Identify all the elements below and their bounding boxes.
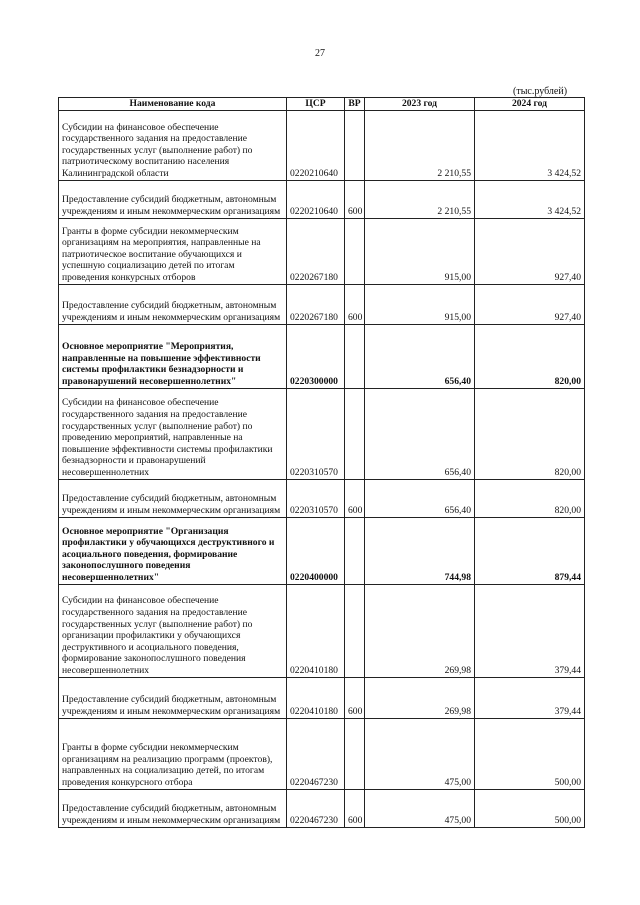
row-csr: 0220467230 <box>287 718 345 789</box>
row-value-2024: 379,44 <box>475 677 585 718</box>
budget-table <box>58 97 585 828</box>
units-label: (тыс.рублей) <box>513 86 568 97</box>
row-value-2023: 656,40 <box>365 388 475 479</box>
row-value-2023: 915,00 <box>365 218 475 284</box>
row-vr <box>345 110 365 180</box>
header-vr: ВР <box>345 98 365 111</box>
row-value-2023: 475,00 <box>365 718 475 789</box>
row-name: Субсидии на финансовое обеспечение государственного задания на предоставление государственных услуг (выполнение работ) по патриотическому воспитанию населения Калининградской области <box>59 110 287 180</box>
row-value-2024: 820,00 <box>475 388 585 479</box>
row-vr: 600 <box>345 677 365 718</box>
row-vr <box>345 324 365 388</box>
header-name: Наименование кода <box>59 98 287 111</box>
row-value-2023: 269,98 <box>365 584 475 677</box>
row-csr: 0220210640 <box>287 180 345 218</box>
row-name: Предоставление субсидий бюджетным, автономным учреждениям и иным некоммерческим организациям <box>59 284 287 324</box>
table-row <box>59 677 585 718</box>
row-name: Субсидии на финансовое обеспечение государственного задания на предоставление государственных услуг (выполнение работ) по организации профилактики у обучающихся деструктивного и асоциального поведения, формирование законопослушного поведения несовершеннолетних <box>59 584 287 677</box>
table-row <box>59 388 585 479</box>
row-name: Гранты в форме субсидии некоммерческим организациям на реализацию программ (проектов), направленных на социализацию детей, по итогам проведения конкурсного отбора <box>59 718 287 789</box>
row-csr: 0220400000 <box>287 517 345 584</box>
row-csr: 0220267180 <box>287 284 345 324</box>
row-csr: 0220410180 <box>287 677 345 718</box>
table-header-row <box>59 98 585 111</box>
row-value-2024: 3 424,52 <box>475 110 585 180</box>
row-csr: 0220410180 <box>287 584 345 677</box>
table-row <box>59 324 585 388</box>
row-vr <box>345 718 365 789</box>
row-name: Субсидии на финансовое обеспечение государственного задания на предоставление государственных услуг (выполнение работ) по проведению мероприятий, направленные на повышение эффективности системы профилактики безнадзорности и правонарушений несовершеннолетних <box>59 388 287 479</box>
row-value-2024: 820,00 <box>475 479 585 517</box>
table-row <box>59 479 585 517</box>
row-value-2024: 927,40 <box>475 284 585 324</box>
row-value-2023: 656,40 <box>365 324 475 388</box>
row-value-2024: 927,40 <box>475 218 585 284</box>
row-value-2024: 820,00 <box>475 324 585 388</box>
row-value-2023: 475,00 <box>365 789 475 827</box>
table-row <box>59 789 585 827</box>
row-csr: 0220467230 <box>287 789 345 827</box>
row-value-2024: 879,44 <box>475 517 585 584</box>
row-vr: 600 <box>345 789 365 827</box>
row-vr <box>345 218 365 284</box>
row-name: Предоставление субсидий бюджетным, автономным учреждениям и иным некоммерческим организациям <box>59 180 287 218</box>
row-vr: 600 <box>345 180 365 218</box>
table-row <box>59 517 585 584</box>
row-vr: 600 <box>345 479 365 517</box>
row-value-2023: 2 210,55 <box>365 110 475 180</box>
row-vr <box>345 517 365 584</box>
table-row <box>59 584 585 677</box>
row-vr: 600 <box>345 284 365 324</box>
row-value-2024: 3 424,52 <box>475 180 585 218</box>
header-year-2023: 2023 год <box>365 98 475 111</box>
row-name: Предоставление субсидий бюджетным, автономным учреждениям и иным некоммерческим организациям <box>59 789 287 827</box>
row-name: Гранты в форме субсидии некоммерческим организациям на мероприятия, направленные на патриотическое воспитание обучающихся и успешную социализацию детей по итогам проведения конкурсных отборов <box>59 218 287 284</box>
header-year-2024: 2024 год <box>475 98 585 111</box>
row-csr: 0220310570 <box>287 479 345 517</box>
row-value-2023: 269,98 <box>365 677 475 718</box>
row-vr <box>345 584 365 677</box>
row-value-2023: 744,98 <box>365 517 475 584</box>
row-name: Предоставление субсидий бюджетным, автономным учреждениям и иным некоммерческим организациям <box>59 479 287 517</box>
table-row <box>59 718 585 789</box>
row-value-2023: 915,00 <box>365 284 475 324</box>
header-csr: ЦСР <box>287 98 345 111</box>
row-csr: 0220310570 <box>287 388 345 479</box>
row-csr: 0220267180 <box>287 218 345 284</box>
row-name: Основное мероприятие "Мероприятия, направленные на повышение эффективности системы профилактики безнадзорности и правонарушений несовершеннолетних" <box>59 324 287 388</box>
row-name: Основное мероприятие "Организация профилактики у обучающихся деструктивного и асоциального поведения, формирование законопослушного поведения несовершеннолетних" <box>59 517 287 584</box>
row-vr <box>345 388 365 479</box>
row-csr: 0220300000 <box>287 324 345 388</box>
table-row <box>59 218 585 284</box>
row-value-2023: 656,40 <box>365 479 475 517</box>
row-name: Предоставление субсидий бюджетным, автономным учреждениям и иным некоммерческим организациям <box>59 677 287 718</box>
row-csr: 0220210640 <box>287 110 345 180</box>
page-number: 27 <box>315 48 325 59</box>
table-row <box>59 110 585 180</box>
row-value-2023: 2 210,55 <box>365 180 475 218</box>
table-row <box>59 284 585 324</box>
table-row <box>59 180 585 218</box>
row-value-2024: 500,00 <box>475 789 585 827</box>
row-value-2024: 379,44 <box>475 584 585 677</box>
row-value-2024: 500,00 <box>475 718 585 789</box>
